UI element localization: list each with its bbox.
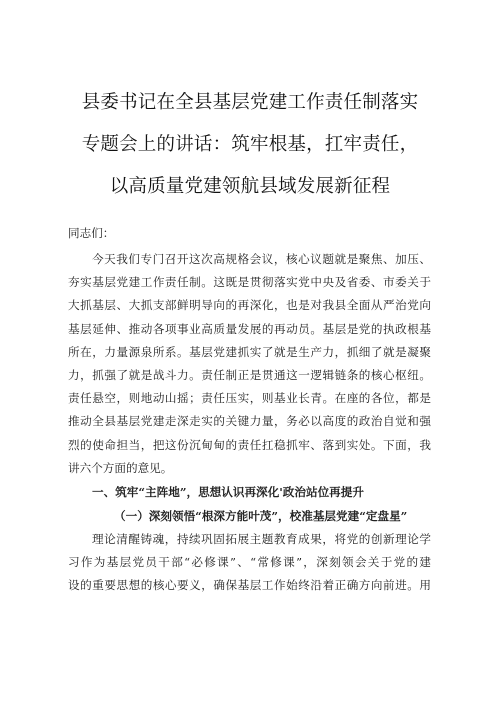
title-line: 县委书记在全县基层党建工作责任制落实 [81,92,419,113]
paragraph-line: 大抓基层、大抓支部鲜明导向的再深化，也是对我县全面从严治党向 [68,298,431,313]
subsection-heading: （一）深刻领悟“根深方能叶茂”，校准基层党建“定盘星” [114,509,408,524]
paragraph-line: 夯实基层党建工作责任制。这既是贯彻落实党中央及省委、市委关于 [68,275,431,290]
paragraph-line: 习作为基层党员干部“必修课”、“常修课”，深刻领会关于党的建 [68,555,431,570]
paragraph-line: 理论清醒铸魂，持续巩固拓展主题教育成果，将党的创新理论学 [92,532,431,547]
section-heading: 一、筑牢“主阵地”，思想认识再深化'政治站位再提升 [92,485,364,500]
paragraph-line: 讲六个方面的意见。 [68,460,173,475]
paragraph-line: 推动全县基层党建走深走实的关键力量，务必以高度的政治自觉和强 [68,414,431,429]
paragraph-theory [68,528,431,598]
document-body [68,225,431,598]
document-title [40,82,460,208]
paragraph-intro [68,248,431,480]
paragraph-line: 设的重要思想的核心要义，确保基层工作始终沿着正确方向前进。用 [68,578,431,593]
paragraph-line: 力，抓强了就是战斗力。责任制正是贯通这一逻辑链条的核心枢纽。 [68,368,431,383]
paragraph-line: 今天我们专门召开这次高规格会议，核心议题就是聚焦、加压、 [92,252,431,266]
paragraph-line: 责任悬空，则地动山摇；责任压实，则基业长青。在座的各位，都是 [68,391,431,406]
greeting: 同志们： [68,226,115,240]
title-line: 专题会上的讲话：筑牢根基，扛牢责任， [81,134,419,155]
title-line: 以高质量党建领航县域发展新征程 [109,176,391,197]
paragraph-line: 所在，力量源泉所系。基层党建抓实了就是生产力，抓细了就是凝聚 [68,344,431,359]
paragraph-line: 烈的使命担当，把这份沉甸甸的责任扛稳抓牢、落到实处。下面，我 [68,437,431,452]
paragraph-line: 基层延伸、推动各项事业高质量发展的再动员。基层是党的执政根基 [68,321,431,336]
